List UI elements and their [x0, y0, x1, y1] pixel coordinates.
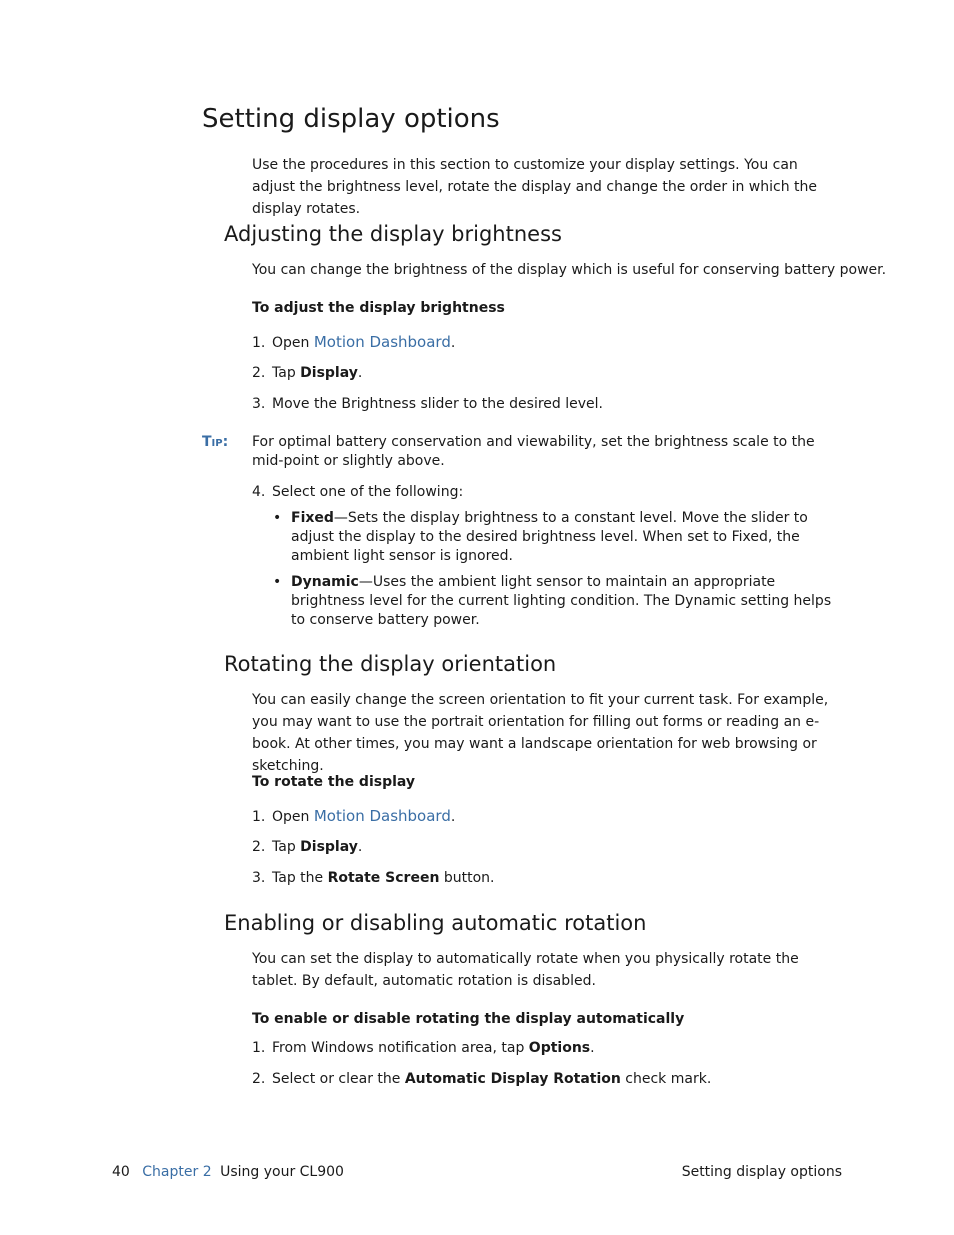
- procedure-title-auto-rotation: To enable or disable rotating the display automatically: [252, 1011, 685, 1027]
- footer-left: [112, 1164, 344, 1180]
- section-heading-rotation: Rotating the display orientation: [224, 652, 557, 676]
- footer-chapter: Chapter 2: [142, 1164, 212, 1180]
- step-1: [252, 333, 455, 351]
- section-heading-brightness: Adjusting the display brightness: [224, 222, 562, 246]
- step-text: Tap: [272, 839, 301, 855]
- step-text: Open: [272, 809, 314, 825]
- footer-section: Setting display options: [681, 1164, 842, 1180]
- step-3: [252, 396, 603, 412]
- page-title: Setting display options: [202, 104, 500, 134]
- step-text: Tap the: [272, 870, 328, 886]
- motion-dashboard-link[interactable]: Motion Dashboard: [313, 333, 451, 351]
- tip-label: Tip:: [202, 434, 229, 450]
- bullet-desc: —Uses the ambient light sensor to maintain an appropriate brightness level for the current lighting condition. The Dynamic setting helps to conserve battery power.: [291, 574, 832, 628]
- step-text: Tap: [272, 365, 301, 381]
- step-end: .: [450, 335, 456, 351]
- bullet-bold: Fixed: [291, 510, 334, 526]
- tip-text: For optimal battery conservation and viewability, set the brightness scale to the mid-point or slightly above.: [252, 434, 815, 469]
- step-bold: Automatic Display Rotation: [404, 1071, 621, 1087]
- step-3: [252, 870, 495, 886]
- step-2: [252, 839, 362, 855]
- procedure-title-rotation: To rotate the display: [252, 774, 416, 790]
- step-text: From Windows notification area, tap: [272, 1040, 529, 1056]
- step-number: 3.: [252, 396, 266, 412]
- page-intro: Use the procedures in this section to customize your display settings. You can adjust the brightness level, rotate the display and change the order in which the display rotates.: [252, 157, 817, 217]
- brightness-intro: You can change the brightness of the display which is useful for conserving battery power.: [252, 262, 887, 278]
- step-bold: Display: [300, 839, 358, 855]
- step-bold: Display: [300, 365, 358, 381]
- step-1: [252, 1040, 595, 1056]
- step-text: Open: [272, 335, 314, 351]
- step-number: 1.: [252, 335, 266, 351]
- step-2: [252, 365, 362, 381]
- step-end: .: [450, 809, 456, 825]
- step-number: 2.: [252, 1071, 266, 1087]
- step-text: Move the Brightness slider to the desired level.: [272, 396, 603, 412]
- step-bold: Options: [528, 1040, 591, 1056]
- step-2: [252, 1071, 711, 1087]
- section-heading-auto-rotation: Enabling or disabling automatic rotation: [224, 911, 647, 935]
- auto-rotation-intro: You can set the display to automatically rotate when you physically rotate the tablet. By default, automatic rotation is disabled.: [252, 951, 799, 989]
- bullet-icon: •: [273, 510, 282, 526]
- procedure-title-brightness: To adjust the display brightness: [252, 300, 505, 316]
- step-number: 4.: [252, 484, 266, 500]
- bullet-desc: —Sets the display brightness to a constant level. Move the slider to adjust the display to the desired brightness level. When set to Fixed, the ambient light sensor is ignored.: [291, 510, 808, 564]
- footer-chapter-title: Using your CL900: [220, 1164, 344, 1180]
- page-number: 40: [112, 1164, 130, 1180]
- step-text: Select or clear the: [272, 1071, 405, 1087]
- step-end: .: [590, 1040, 595, 1056]
- step-text: Select one of the following:: [272, 484, 464, 500]
- step-bold: Rotate Screen: [327, 870, 440, 886]
- step-number: 2.: [252, 365, 266, 381]
- bullet-bold: Dynamic: [291, 574, 359, 590]
- bullet-fixed: [291, 509, 846, 566]
- motion-dashboard-link[interactable]: Motion Dashboard: [313, 807, 451, 825]
- step-number: 2.: [252, 839, 266, 855]
- step-end: .: [357, 365, 363, 381]
- bullet-dynamic: [291, 573, 846, 630]
- step-end: check mark.: [620, 1071, 712, 1087]
- step-4: [252, 484, 463, 500]
- step-end: button.: [439, 870, 495, 886]
- step-number: 1.: [252, 1040, 266, 1056]
- step-end: .: [357, 839, 363, 855]
- rotation-intro: You can easily change the screen orientation to fit your current task. For example, you may want to use the portrait orientation for filling out forms or reading an e-book. At other times, you may want a landscape orientation for web browsing or sketching.: [252, 692, 829, 774]
- step-number: 1.: [252, 809, 266, 825]
- step-number: 3.: [252, 870, 266, 886]
- bullet-icon: •: [273, 574, 282, 590]
- step-1: [252, 807, 455, 825]
